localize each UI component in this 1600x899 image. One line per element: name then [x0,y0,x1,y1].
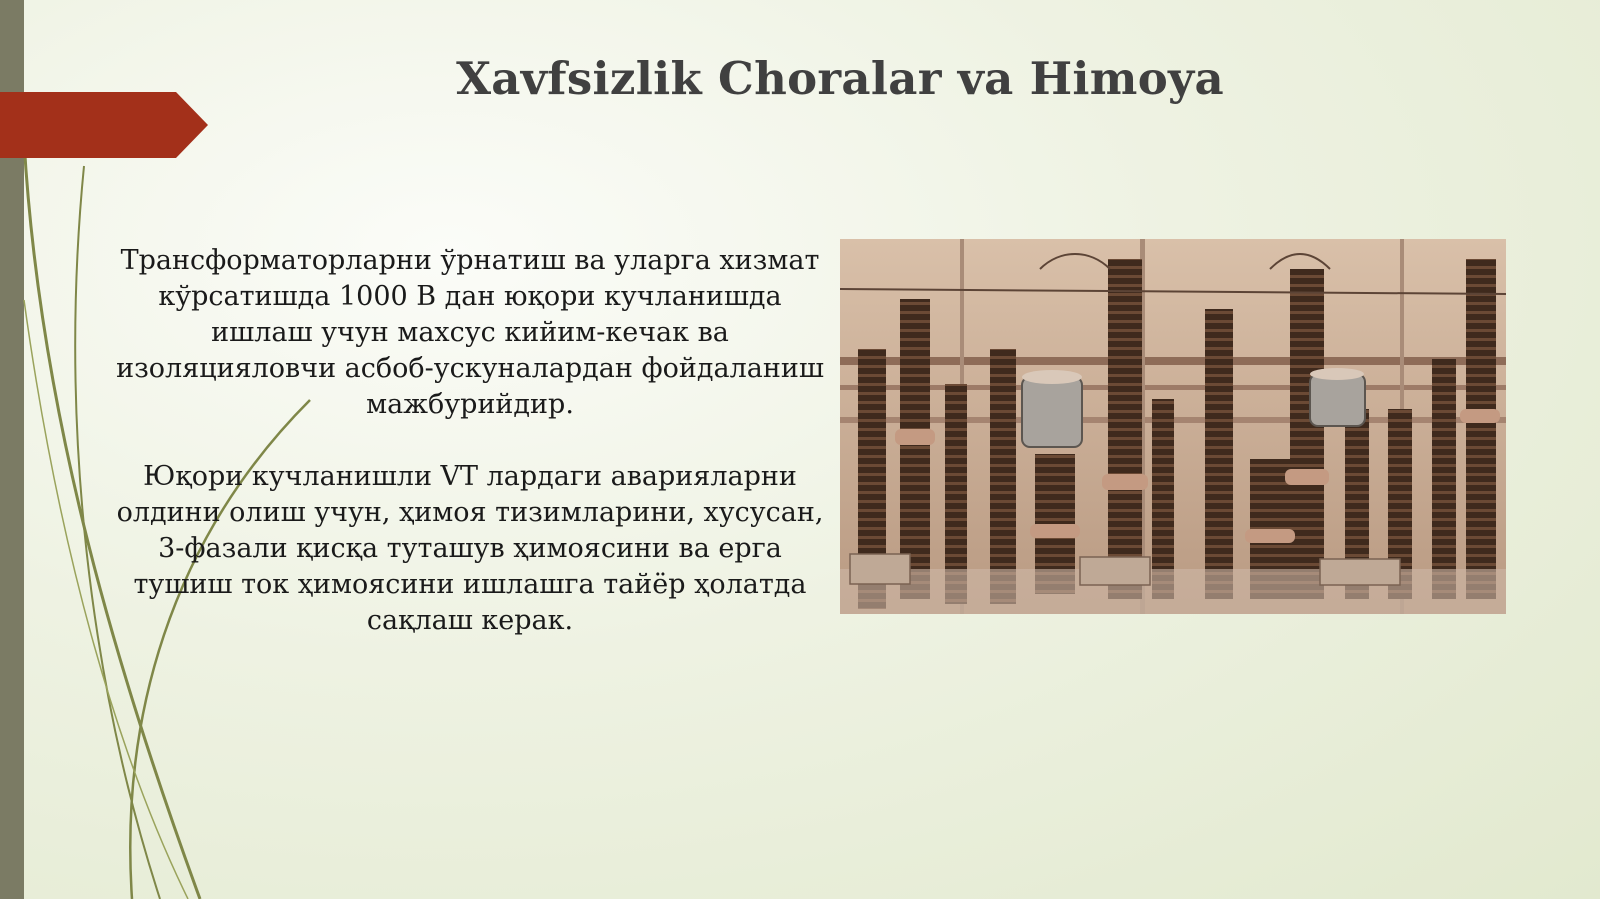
red-arrow-shape [0,92,208,158]
paragraph-protection-systems: Юқори кучланишли VT лардаги аварияларни олдини олиш учун, ҳимоя тизимларини, хусусан, 3-фазали қисқа туташув ҳимоясини ва ерга тушиш ток ҳимоясини ишлашга тайёр ҳолатда сақлаш керак. [116,461,824,636]
substation-photo [840,239,1506,614]
paragraph-safety-equipment: Трансформаторларни ўрнатиш ва уларга хизмат кўрсатишда 1000 В дан юқори кучланишда ишлаш учун махсус кийим-кечак ва изоляцияловчи асбоб-ускуналардан фойдаланиш мажбурийдир. [116,245,824,420]
slide-title: Xavfsizlik Choralar va Himoya [456,52,1224,105]
body-text [110,243,830,639]
